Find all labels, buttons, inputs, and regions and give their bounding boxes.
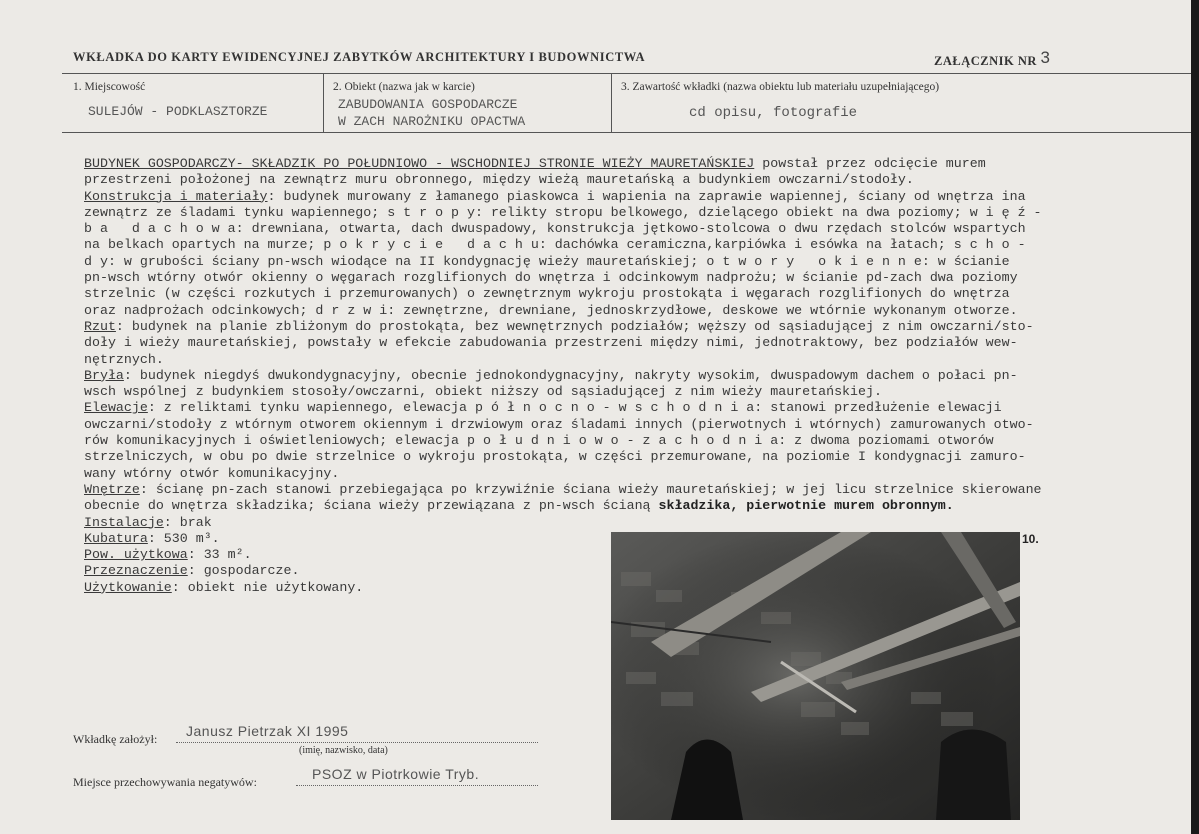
section-heading-purpose: Przeznaczenie bbox=[84, 563, 188, 579]
description-line: : budynek murowany z łamanego piaskowca i wapienia na zaprawie wapiennej, ściany od wnętrza ina bbox=[267, 188, 1026, 204]
field-divider-1 bbox=[323, 73, 324, 132]
section-heading-mass: Bryła bbox=[84, 367, 124, 383]
description-line: wany wtórny otwór komunikacyjny. bbox=[84, 465, 340, 481]
section-heading-building: BUDYNEK GOSPODARCZY- SKŁADZIK PO POŁUDNIOWO - WSCHODNIEJ STRONIE WIEŻY MAURETAŃSKIEJ bbox=[84, 156, 755, 171]
author-note: (imię, nazwisko, data) bbox=[299, 745, 388, 756]
content-value: cd opisu, fotografie bbox=[689, 105, 858, 121]
description-line: : ścianę pn-zach stanowi przebiegająca po krzywiźnie ściana wieży mauretańskiej; w jej licu strzelnice skierowane bbox=[139, 481, 1042, 497]
document-title: WKŁADKA DO KARTY EWIDENCYJNEJ ZABYTKÓW ARCHITEKTURY I BUDOWNICTWA bbox=[73, 50, 646, 64]
storage-label: Miejsce przechowywania negatywów: bbox=[73, 775, 257, 789]
section-heading-construction: Konstrukcja i materiały bbox=[84, 188, 268, 204]
section-heading-plan: Rzut bbox=[84, 318, 116, 334]
description-line: strzelniczych, w obu po dwie strzelnice o wykroju prostokąta, w części przemurowane, na poziomie I kondygnacji zamuro- bbox=[84, 449, 1026, 465]
description-line: przestrzeni położonej na zewnątrz muru obronnego, między wieżą mauretańską a budynkiem owczarni/stodoły. bbox=[84, 172, 914, 188]
photo-number: 10. bbox=[1022, 532, 1039, 546]
annex-label: ZAŁĄCZNIK NR bbox=[934, 54, 1037, 68]
description-line: strzelnic (w części rozkutych i przemurowanych) o zewnętrznym wykroju prostokąta i węgarach rozglifionych do wnętrza bbox=[84, 286, 1010, 302]
section-heading-interior: Wnętrze bbox=[84, 481, 140, 497]
description-line: : brak bbox=[163, 514, 212, 530]
author-dotted-line bbox=[176, 742, 538, 743]
description-line: : 530 m³. bbox=[147, 530, 220, 546]
object-value-line-1: ZABUDOWANIA GOSPODARCZE bbox=[338, 97, 518, 112]
scan-edge bbox=[1191, 0, 1199, 834]
object-label: 2. Obiekt (nazwa jak w karcie) bbox=[333, 81, 475, 93]
description-line: zewnątrz ze śladami tynku wapiennego; s t r o p y: relikty stropu belkowego, dzielącego obiekt na dwa poziomy; w i ę ź - bbox=[84, 204, 1042, 220]
description-line: rów komunikacyjnych i oświetleniowych; elewacja p o ł u d n i o w o - z a c h o d n i a: z dwoma poziomami otworów bbox=[84, 433, 994, 449]
description-line-bold: składzika, pierwotnie murem obronnym. bbox=[658, 498, 954, 514]
description-line: wsch wspólnej z budynkiem stosoły/owczarni, obiekt niższy od sąsiadującej z nim wieży mauretańskiej. bbox=[84, 384, 882, 400]
description-line: : obiekt nie użytkowany. bbox=[171, 579, 364, 595]
description-line: b a d a c h o w a: drewniana, otwarta, dach dwuspadowy, konstrukcja jętkowo-stolcowa o dwu rzędach stolców wspartych bbox=[84, 221, 1026, 237]
section-heading-installations: Instalacje bbox=[84, 514, 164, 530]
description-line: : gospodarcze. bbox=[187, 563, 300, 579]
description-line: : budynek na planie zbliżonym do prostokąta, bez wewnętrznych podziałów; węższy od sąsiadującej z nim owczarni/sto- bbox=[115, 318, 1034, 334]
section-heading-volume: Kubatura bbox=[84, 530, 148, 546]
description-line: d y: w grubości ściany pn-wsch wiodące na II kondygnację wieży mauretańskiej; o t w o r y o k i e n n e: w ścianie bbox=[84, 253, 1010, 269]
section-heading-elevations: Elewacje bbox=[84, 400, 148, 416]
field-divider-2 bbox=[611, 73, 612, 132]
description-line: owczarni/stodoły z wtórnym otworem okiennym i drzwiowym oraz śladami innych (pierwotnych i wtórnych) zamurowanych otwo- bbox=[84, 416, 1034, 432]
description-line: doły i wieży mauretańskiej, powstały w efekcie zabudowania przestrzeni między nimi, jednotraktowy, bez podziałów wew- bbox=[84, 335, 1018, 351]
object-value-line-2: W ZACH NAROŻNIKU OPACTWA bbox=[338, 114, 526, 129]
section-heading-usable-area: Pow. użytkowa bbox=[84, 547, 188, 563]
description-line: : budynek niegdyś dwukondygnacyjny, obecnie jednokondygnacyjny, nakryty wysokim, dwuspadowym dachem o połaci pn- bbox=[123, 367, 1018, 383]
header-rule-bottom bbox=[62, 132, 1192, 133]
storage-value: PSOZ w Piotrkowie Tryb. bbox=[312, 766, 480, 782]
description-line: pn-wsch wtórny otwór okienny o węgarach rozglifionych do wnętrza i odcinkowym nadprożu; w ścianie pd-zach dwa poziomy bbox=[84, 270, 1018, 286]
description-line: nętrznych. bbox=[84, 351, 164, 367]
storage-dotted-line bbox=[296, 785, 538, 786]
interior-photograph bbox=[611, 532, 1020, 820]
section-heading-use: Użytkowanie bbox=[84, 579, 172, 595]
description-line: obecnie do wnętrza składzika; ściana wieży przewiązana z pn-wsch ścianą bbox=[84, 498, 659, 514]
author-label: Wkładkę założył: bbox=[73, 732, 158, 746]
author-value: Janusz Pietrzak XI 1995 bbox=[186, 723, 349, 739]
description-line: na belkach opartych na murze; p o k r y c i e d a c h u: dachówka ceramiczna,karpiówka i esówka na łatach; s c h o - bbox=[84, 237, 1026, 253]
content-label: 3. Zawartość wkładki (nazwa obiektu lub materiału uzupełniającego) bbox=[621, 81, 940, 93]
description-line: : z reliktami tynku wapiennego, elewacja p ó ł n o c n o - w s c h o d n i a: stanowi przedłużenie elewacji bbox=[147, 400, 1002, 416]
description-line: oraz nadprożach odcinkowych; d r z w i: zewnętrzne, drewniane, jednoskrzydłowe, deskowe we wtórnie wykonanym otworze. bbox=[84, 302, 1018, 318]
annex-number bbox=[934, 50, 1050, 70]
annex-number-value: 3 bbox=[1040, 48, 1051, 67]
locality-value: SULEJÓW - PODKLASZTORZE bbox=[88, 104, 268, 119]
description-line: powstał przez odcięcie murem bbox=[754, 156, 986, 171]
description-line: : 33 m². bbox=[187, 547, 252, 563]
header-rule-top bbox=[62, 73, 1192, 74]
locality-label: 1. Miejscowość bbox=[73, 81, 146, 93]
description-text bbox=[84, 156, 1094, 596]
